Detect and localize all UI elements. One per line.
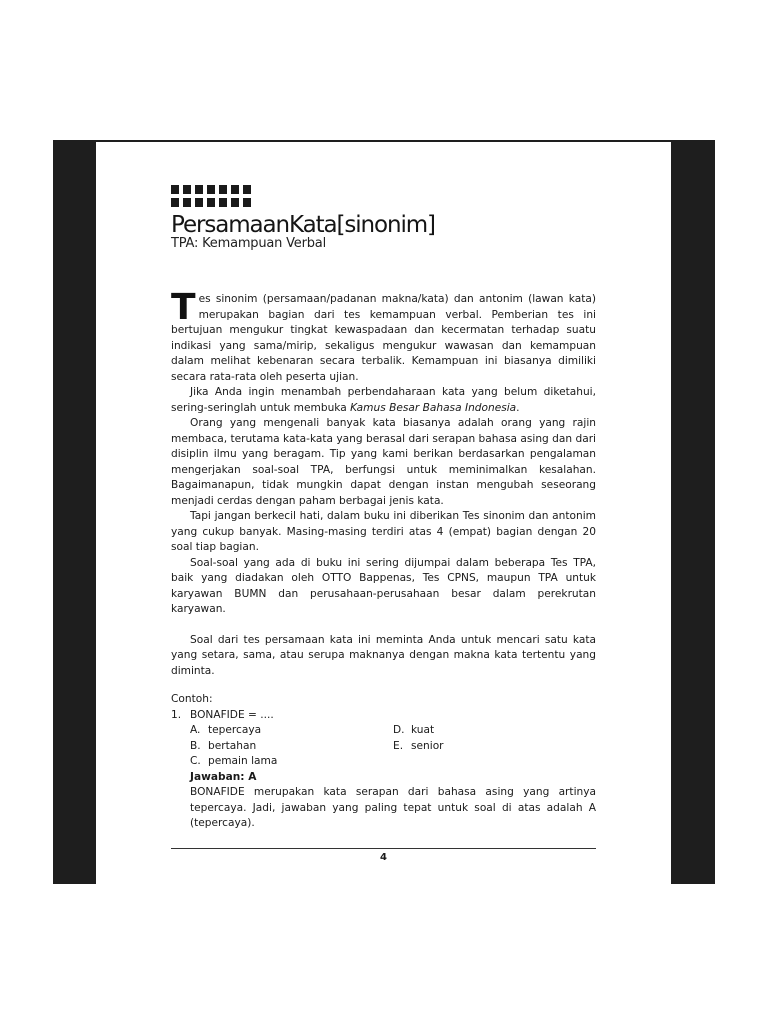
page-subtitle: TPA: Kemampuan Verbal (171, 236, 326, 251)
body-text (171, 287, 596, 832)
option-a (190, 723, 393, 739)
intro-paragraph (171, 287, 596, 385)
answer-explanation: BONAFIDE merupakan kata serapan dari bahasa asing yang artinya tepercaya. Jadi, jawaban yang paling tepat untuk soal di atas adalah A (tepercaya). (190, 786, 596, 829)
intro-text: es sinonim (persamaan/padanan makna/kata) dan antonim (lawan kata) merupakan bagian dari tes kemampuan verbal. Pemberian tes ini bertujuan mengukur tingkat kewaspadaan dan kecermatan terhadap suatu indikasi yang sama/mirip, sekaligus mengukur wawasan dan kemampuan dalam melihat kebenaran secara terbalik. Kemampuan ini biasanya dimiliki secara rata-rata oleh peserta ujian. (171, 293, 596, 383)
option-text: kuat (411, 724, 435, 736)
option-text: bertahan (208, 739, 257, 752)
option-letter: D. (393, 724, 405, 736)
page-number: 4 (380, 852, 387, 863)
option-letter: E. (393, 739, 404, 752)
question-text: BONAFIDE = .... (190, 708, 274, 721)
paragraph-5: Soal-soal yang ada di buku ini sering dijumpai dalam beberapa Tes TPA, baik yang diadakan oleh OTTO Bappenas, Tes CPNS, maupun TPA untuk karyawan BUMN dan perusahaan-perusahaan besar dalam perekrutan karyawan. (171, 556, 596, 615)
option-text: pemain lama (208, 755, 278, 767)
option-text: senior (411, 739, 444, 752)
option-row (171, 754, 596, 770)
option-letter: B. (190, 739, 201, 752)
example-label: Contoh: (171, 693, 213, 705)
paragraph-2 (171, 385, 596, 416)
option-d (393, 723, 596, 739)
paragraph-6: Soal dari tes persamaan kata ini meminta Anda untuk mencari satu kata yang setara, sama, atau serupa maknanya dengan makna kata tertentu yang diminta. (171, 633, 596, 677)
paragraph-3: Orang yang mengenali banyak kata biasanya adalah orang yang rajin membaca, terutama kata-kata yang berasal dari serapan bahasa asing dan dari disiplin ilmu yang beragam. Tip yang kami berikan berdasarkan pengalaman mengerjakan soal-soal TPA, berfungsi untuk meminimalkan kesalahan. Bagaimanapun, tidak mungkin dapat dengan instan mengubah seseorang menjadi cerdas dengan paham berbagai jenis kata. (171, 417, 596, 507)
dictionary-title: Kamus Besar Bahasa Indonesia (350, 401, 517, 414)
question-number: 1. (171, 708, 182, 721)
page-title: PersamaanKata[sinonim] (171, 212, 435, 238)
paragraph-2-end: . (516, 401, 520, 414)
example-section (171, 692, 596, 832)
answer-label: Jawaban: A (190, 770, 257, 783)
footer-divider (171, 848, 596, 849)
option-b (190, 739, 393, 755)
decorative-block-pattern (171, 185, 251, 207)
example-question (171, 708, 596, 724)
option-e (393, 739, 596, 755)
option-row (171, 723, 596, 739)
document-page (96, 142, 671, 884)
paragraph-4: Tapi jangan berkecil hati, dalam buku ini diberikan Tes sinonim dan antonim yang cukup banyak. Masing-masing terdiri atas 4 (empat) bagian dengan 20 soal tiap bagian. (171, 510, 596, 553)
option-row (171, 739, 596, 755)
option-letter: C. (190, 755, 201, 767)
paragraph-2-text: Jika Anda ingin menambah perbendaharaan kata yang belum diketahui, sering-seringlah untuk membuka (171, 386, 596, 414)
option-c (190, 754, 402, 770)
option-letter: A. (190, 724, 201, 736)
dropcap: T (171, 287, 196, 328)
option-text: tepercaya (208, 724, 262, 736)
